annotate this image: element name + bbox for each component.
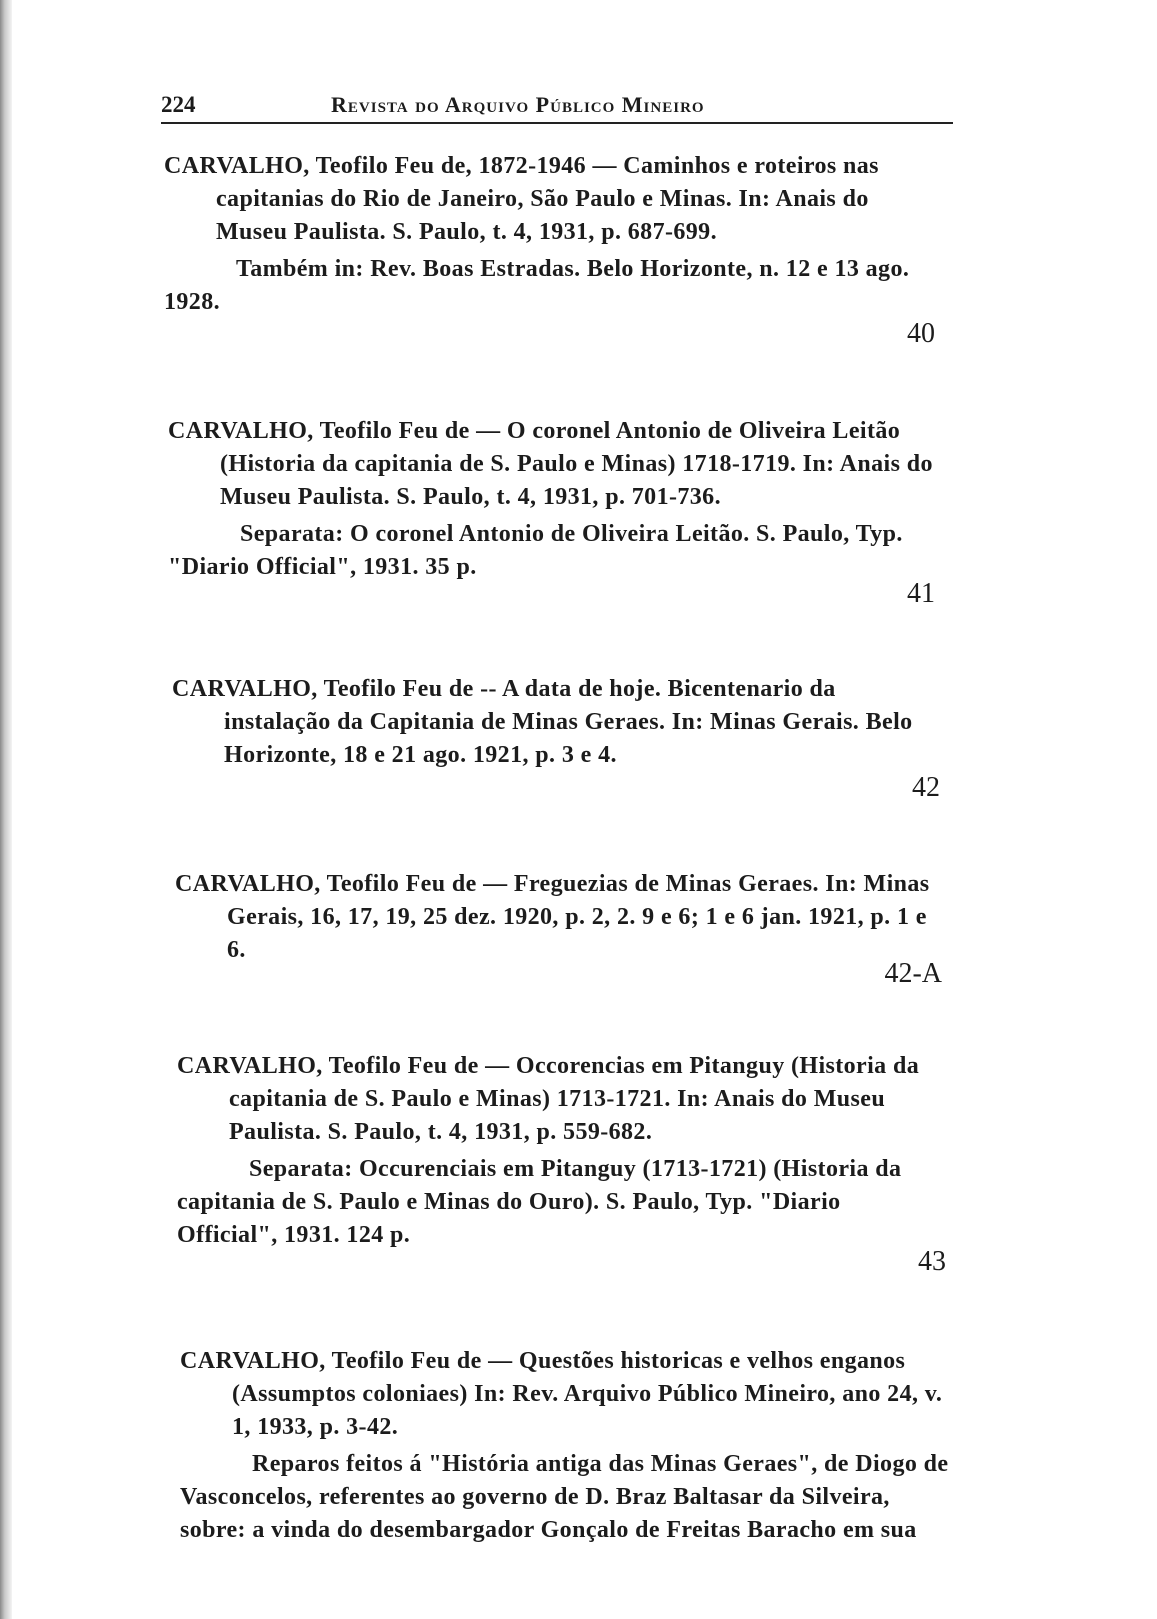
page-number: 224 [161,92,196,117]
entry-number: 40 [907,318,935,349]
entry-citation: CARVALHO, Teofilo Feu de — Freguezias de Minas Geraes. In: Minas Gerais, 16, 17, 19, 25 dez. 1920, p. 2, 2. 9 e 6; 1 e 6 jan. 1921, p. 1 e 6. [175,871,930,963]
entry-citation: CARVALHO, Teofilo Feu de — Questões historicas e velhos enganos (Assumptos coloniaes) In: Rev. Arquivo Público Mineiro, ano 24, v. 1, 1933, p. 3-42. [180,1348,943,1440]
entry-citation: CARVALHO, Teofilo Feu de — Occorencias em Pitanguy (Historia da capitania de S. Paulo e Minas) 1713-1721. In: Anais do Museu Paulista. S. Paulo, t. 4, 1931, p. 559-682. [177,1053,920,1145]
entry-number: 41 [907,578,935,609]
bibliography-entry [168,415,940,584]
entry-note: Reparos feitos á "História antiga das Minas Geraes", de Diogo de Vasconcelos, referentes ao governo de D. Braz Baltasar da Silveira, sobre: a vinda do desembargador Gonçalo de Freitas Baracho em sua [180,1451,949,1543]
bibliography-entry [177,1050,947,1252]
page-header [161,92,953,124]
running-title: Revista do Arquivo Público Mineiro [331,92,705,117]
entry-number: 43 [918,1246,946,1277]
bibliography-entry [164,150,940,319]
page-edge [0,0,12,1619]
entry-citation: CARVALHO, Teofilo Feu de — O coronel Antonio de Oliveira Leitão (Historia da capitania de S. Paulo e Minas) 1718-1719. In: Anais do Museu Paulista. S. Paulo, t. 4, 1931, p. 701-736. [168,418,933,510]
entry-number: 42 [912,772,940,803]
bibliography-entry [180,1345,950,1547]
entry-citation: CARVALHO, Teofilo Feu de -- A data de hoje. Bicentenario da instalação da Capitania de Minas Geraes. In: Minas Gerais. Belo Horizonte, 18 e 21 ago. 1921, p. 3 e 4. [172,676,913,768]
entry-note: Também in: Rev. Boas Estradas. Belo Horizonte, n. 12 e 13 ago. 1928. [164,256,910,315]
bibliography-entry [175,868,945,967]
entry-note: Separata: O coronel Antonio de Oliveira Leitão. S. Paulo, Typ. "Diario Official", 1931. 35 p. [168,521,903,580]
bibliography-entry [172,673,942,772]
entry-number: 42-A [884,958,942,989]
entry-note: Separata: Occurenciais em Pitanguy (1713-1721) (Historia da capitania de S. Paulo e Minas do Ouro). S. Paulo, Typ. "Diario Official", 1931. 124 p. [177,1156,902,1248]
entry-citation: CARVALHO, Teofilo Feu de, 1872-1946 — Caminhos e roteiros nas capitanias do Rio de Janeiro, São Paulo e Minas. In: Anais do Museu Paulista. S. Paulo, t. 4, 1931, p. 687-699. [164,153,879,245]
